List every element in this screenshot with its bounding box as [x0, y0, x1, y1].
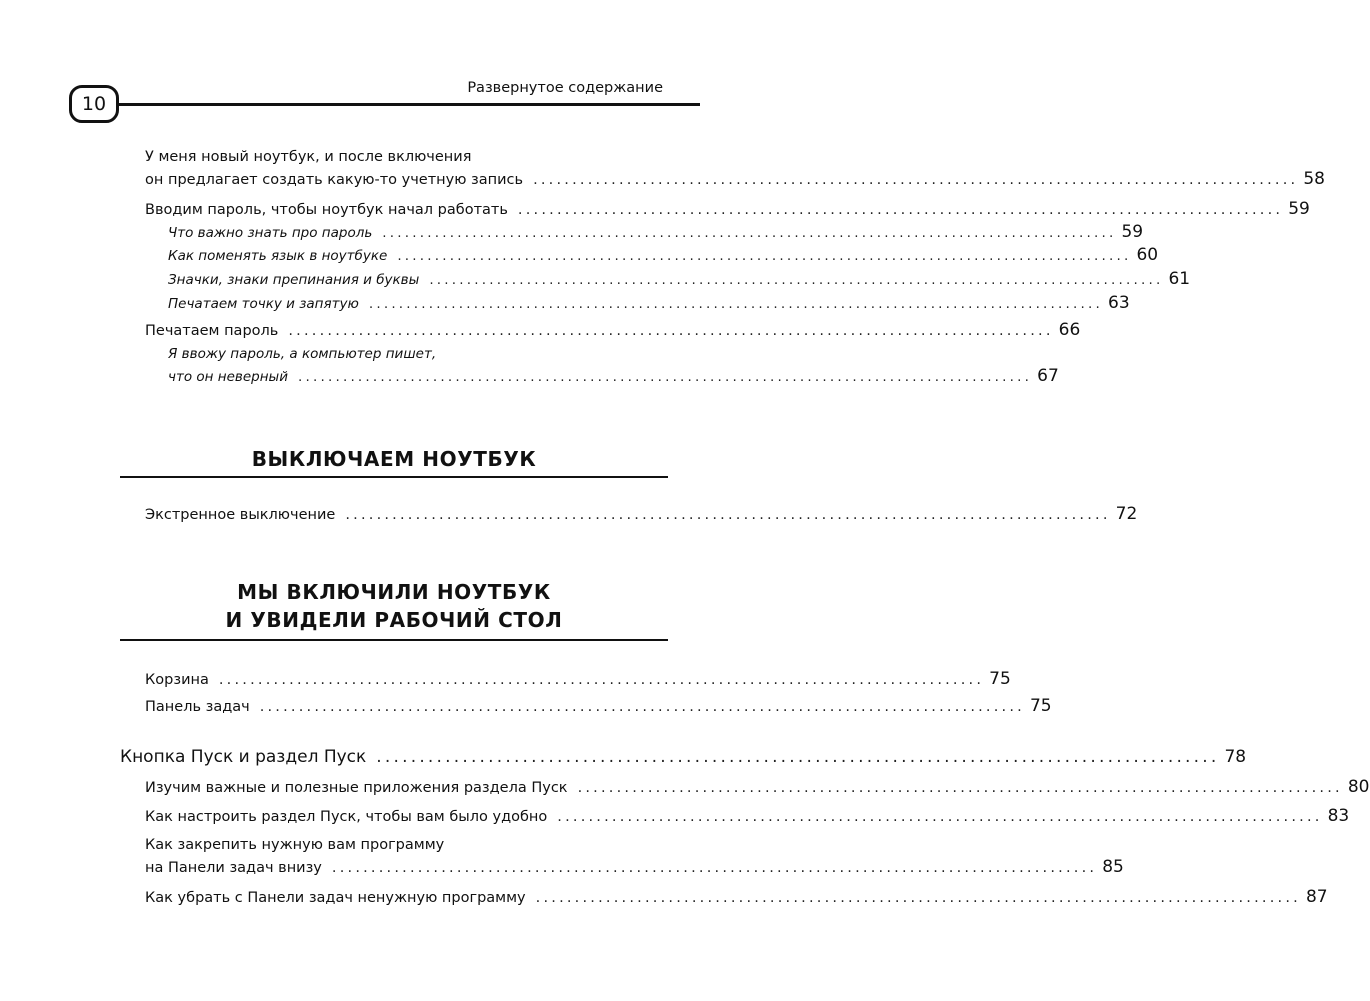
toc-entry-page: 58 — [1303, 169, 1325, 189]
toc-entry-page: 80 — [1347, 777, 1370, 797]
leader-dots: .................................................................................................. — [557, 809, 1323, 825]
page-number-badge — [69, 85, 119, 123]
toc-subentry[interactable] — [168, 292, 1130, 315]
toc-entry-title: Печатаем точку и запятую — [168, 296, 359, 312]
toc-entry-title: Экстренное выключение — [145, 507, 336, 523]
toc-entry-title-line1: Я ввожу пароль, а компьютер пишет, — [168, 346, 437, 362]
toc-entry-page: 59 — [1121, 222, 1144, 242]
leader-dots: .................................................................................................. — [331, 860, 1098, 876]
toc-entry-title: Как убрать с Панели задач ненужную программу — [145, 890, 526, 906]
toc-entry-page: 66 — [1058, 320, 1081, 340]
toc-entry-title: Корзина — [145, 672, 209, 688]
toc-entry-page: 75 — [989, 669, 1011, 689]
toc-entry[interactable] — [145, 146, 1325, 191]
section-title-line1: МЫ ВКЛЮЧИЛИ НОУТБУК — [237, 580, 551, 604]
toc-subentry[interactable] — [168, 343, 1059, 388]
header-rule — [117, 103, 700, 106]
toc-entry[interactable] — [145, 886, 1328, 909]
toc-entry-page: 63 — [1108, 293, 1130, 313]
leader-dots: .................................................................................................. — [535, 890, 1301, 906]
toc-entry-title: Кнопка Пуск и раздел Пуск — [120, 747, 367, 767]
leader-dots: .................................................................................................. — [368, 296, 1103, 312]
leader-dots: .................................................................................................. — [577, 780, 1343, 796]
page-number: 10 — [81, 93, 107, 115]
toc-entry-title: на Панели задач внизу — [145, 860, 322, 876]
toc-entry-page: 75 — [1029, 696, 1052, 716]
toc-entry[interactable] — [145, 776, 1370, 799]
section-title: ВЫКЛЮЧАЕМ НОУТБУК — [251, 447, 537, 471]
toc-entry-page: 59 — [1288, 199, 1310, 219]
leader-dots: .................................................................................................. — [517, 202, 1284, 218]
toc-entry-page: 85 — [1102, 857, 1124, 877]
toc-entry-title-line1: Как закрепить нужную вам программу — [145, 837, 445, 853]
toc-entry-title: Изучим важные и полезные приложения раздела Пуск — [145, 780, 568, 796]
toc-entry[interactable] — [145, 834, 1124, 879]
toc-entry-title: он предлагает создать какую-то учетную запись — [145, 172, 524, 188]
toc-entry-title-line1: У меня новый ноутбук, и после включения — [145, 149, 472, 165]
leader-dots: .................................................................................................. — [218, 672, 985, 688]
leader-dots: .................................................................................................. — [397, 248, 1132, 264]
leader-dots: .................................................................................................. — [288, 323, 1054, 339]
toc-entry-title: Панель задач — [145, 699, 250, 715]
toc-entry-title: Вводим пароль, чтобы ноутбук начал работать — [145, 202, 508, 218]
toc-entry[interactable] — [145, 805, 1350, 828]
toc-entry-page: 60 — [1136, 245, 1159, 265]
leader-dots: .................................................................................................. — [533, 172, 1299, 188]
toc-chapter[interactable] — [120, 746, 1247, 768]
toc-entry-page: 67 — [1037, 366, 1059, 386]
toc-entry[interactable] — [145, 668, 1011, 691]
leader-dots: .................................................................................................. — [298, 369, 1033, 385]
toc-entry-title: Что важно знать про пароль — [168, 225, 373, 241]
leader-dots: .................................................................................................. — [376, 747, 1220, 767]
section-title-line2: И УВИДЕЛИ РАБОЧИЙ СТОЛ — [225, 608, 563, 632]
leader-dots: .................................................................................................. — [382, 225, 1117, 241]
toc-entry-page: 61 — [1168, 269, 1191, 289]
toc-entry-title: Как настроить раздел Пуск, чтобы вам было удобно — [145, 809, 548, 825]
toc-entry[interactable] — [145, 319, 1081, 342]
toc-entry-title: Значки, знаки препинания и буквы — [168, 272, 420, 288]
toc-entry-title: Печатаем пароль — [145, 323, 279, 339]
toc-subentry[interactable] — [168, 221, 1144, 244]
toc-subentry[interactable] — [168, 244, 1159, 267]
leader-dots: .................................................................................................. — [429, 272, 1164, 288]
toc-entry[interactable] — [145, 695, 1052, 718]
toc-entry-page: 83 — [1327, 806, 1350, 826]
toc-entry[interactable] — [145, 503, 1138, 526]
section-rule — [120, 476, 668, 478]
toc-entry-page: 78 — [1224, 747, 1247, 767]
leader-dots: .................................................................................................. — [345, 507, 1111, 523]
toc-entry-page: 87 — [1305, 887, 1328, 907]
toc-subentry[interactable] — [168, 268, 1191, 291]
toc-entry-title: Как поменять язык в ноутбуке — [168, 248, 388, 264]
toc-entry[interactable] — [145, 198, 1310, 221]
running-title: Развернутое содержание — [467, 80, 663, 96]
toc-entry-page: 72 — [1115, 504, 1138, 524]
toc-entry-title: что он неверный — [168, 369, 288, 385]
section-rule — [120, 639, 668, 641]
leader-dots: .................................................................................................. — [259, 699, 1025, 715]
